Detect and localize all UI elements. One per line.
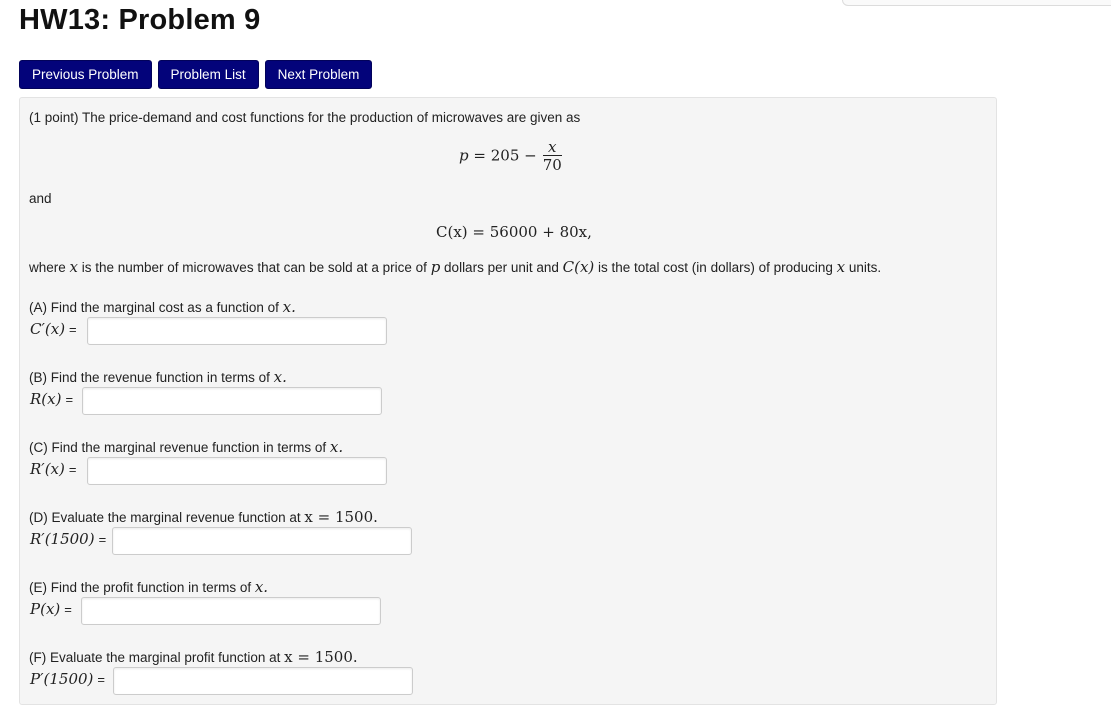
where-text-4: is the total cost (in dollars) of producing bbox=[594, 260, 837, 275]
part-f-label bbox=[30, 670, 105, 688]
part-d-var: x = 1500. bbox=[304, 508, 378, 526]
problem-body bbox=[19, 97, 997, 705]
part-e-text: (E) Find the profit function in terms of bbox=[29, 580, 255, 595]
problem-list-button[interactable]: Problem List bbox=[158, 60, 259, 89]
part-d-question bbox=[29, 508, 378, 526]
part-b-var: x. bbox=[273, 368, 287, 386]
part-a-label bbox=[30, 320, 77, 338]
part-c-label-text: R′(x) bbox=[30, 460, 65, 478]
part-b-text: (B) Find the revenue function in terms of bbox=[29, 370, 274, 385]
part-f-var: x = 1500. bbox=[284, 648, 358, 666]
part-a-var: x. bbox=[282, 298, 296, 316]
part-f-label-text: P′(1500) bbox=[30, 670, 94, 688]
part-b-label-text: R(x) bbox=[30, 390, 62, 408]
and-text: and bbox=[29, 191, 52, 206]
where-text-3: dollars per unit and bbox=[440, 260, 563, 275]
top-right-panel-edge bbox=[842, 0, 1111, 6]
part-a-text: (A) Find the marginal cost as a function of bbox=[29, 300, 283, 315]
page-title: HW13: Problem 9 bbox=[19, 4, 261, 36]
part-c-eq: = bbox=[68, 462, 77, 477]
where-var-x2: x bbox=[836, 258, 846, 276]
answer-input-d[interactable] bbox=[112, 527, 412, 555]
part-c-text: (C) Find the marginal revenue function in terms of bbox=[29, 440, 330, 455]
where-var-c: C(x) bbox=[562, 258, 595, 276]
part-f-eq: = bbox=[97, 672, 105, 687]
where-text-1: where bbox=[29, 260, 70, 275]
problem-navigation bbox=[19, 60, 372, 89]
part-d-label-text: R′(1500) bbox=[30, 530, 95, 548]
fraction-numerator: x bbox=[543, 139, 562, 156]
part-e-question bbox=[29, 578, 268, 596]
part-b-eq: = bbox=[65, 392, 74, 407]
part-c-var: x. bbox=[329, 438, 344, 456]
part-e-var: x. bbox=[254, 578, 269, 596]
price-variable: p bbox=[459, 146, 469, 165]
where-sentence bbox=[29, 258, 881, 276]
fraction-denominator: 70 bbox=[542, 156, 562, 174]
part-d-eq: = bbox=[98, 532, 107, 547]
part-a-label-text: C′(x) bbox=[30, 320, 66, 338]
part-b-question bbox=[29, 368, 287, 386]
part-c-label bbox=[30, 460, 76, 478]
part-f-text: (F) Evaluate the marginal profit function at bbox=[29, 650, 285, 665]
price-fraction bbox=[543, 139, 562, 174]
part-c-question bbox=[29, 438, 343, 456]
answer-input-c[interactable] bbox=[87, 457, 387, 485]
where-text-5: units. bbox=[845, 260, 882, 275]
where-var-p: p bbox=[430, 258, 441, 276]
part-a-eq: = bbox=[69, 322, 77, 337]
price-demand-equation bbox=[459, 139, 562, 174]
part-d-label bbox=[30, 530, 106, 548]
answer-input-b[interactable] bbox=[82, 387, 382, 415]
part-d-text: (D) Evaluate the marginal revenue function at bbox=[29, 510, 305, 525]
problem-intro: (1 point) The price-demand and cost functions for the production of microwaves are given as bbox=[29, 110, 581, 125]
previous-problem-button[interactable]: Previous Problem bbox=[19, 60, 152, 89]
part-e-label bbox=[30, 600, 72, 618]
cost-equation: C(x) = 56000 + 80x, bbox=[436, 223, 592, 241]
answer-input-a[interactable] bbox=[87, 317, 387, 345]
price-rhs: = 205 − bbox=[473, 146, 537, 165]
answer-input-f[interactable] bbox=[113, 667, 413, 695]
part-f-question bbox=[29, 648, 358, 666]
part-e-eq: = bbox=[64, 602, 72, 617]
answer-input-e[interactable] bbox=[81, 597, 381, 625]
where-var-x: x bbox=[69, 258, 78, 276]
next-problem-button[interactable]: Next Problem bbox=[265, 60, 373, 89]
part-e-label-text: P(x) bbox=[30, 600, 61, 618]
part-b-label bbox=[30, 390, 73, 408]
part-a-question bbox=[29, 298, 296, 316]
where-text-2: is the number of microwaves that can be sold at a price of bbox=[78, 260, 431, 275]
